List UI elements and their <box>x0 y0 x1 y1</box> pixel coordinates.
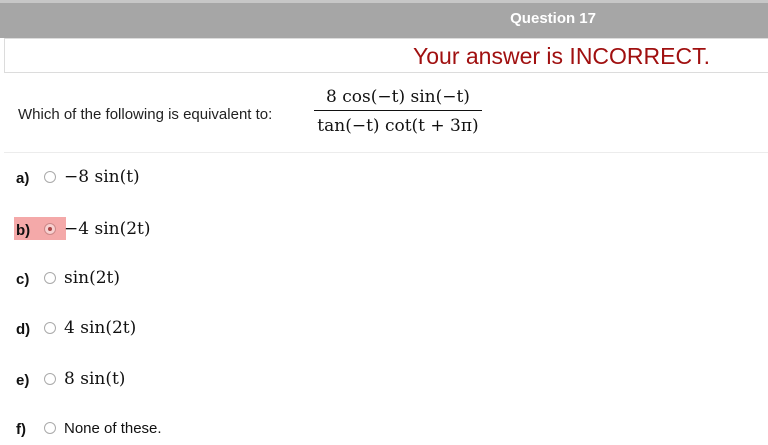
option-a[interactable] <box>0 165 400 191</box>
option-text: sin(2t) <box>64 268 121 288</box>
question-header-bar <box>0 0 768 38</box>
result-box <box>4 38 768 73</box>
option-letter: e) <box>16 372 30 389</box>
option-text: None of these. <box>64 420 162 437</box>
fraction-numerator: 8 cos(−t) sin(−t) <box>326 87 470 107</box>
option-c-radio[interactable] <box>44 272 56 284</box>
question-row <box>4 73 768 153</box>
option-letter: b) <box>16 222 31 239</box>
incorrect-status: Your answer is INCORRECT. <box>413 43 710 69</box>
option-b[interactable] <box>0 217 400 243</box>
option-letter: a) <box>16 170 30 187</box>
option-text: 4 sin(2t) <box>64 318 137 338</box>
option-a-radio[interactable] <box>44 171 56 183</box>
math-fraction <box>312 87 484 136</box>
option-d[interactable] <box>0 316 400 342</box>
option-text: −8 sin(t) <box>64 167 140 187</box>
option-b-radio[interactable] <box>44 223 56 235</box>
option-c[interactable] <box>0 266 400 292</box>
option-text: 8 sin(t) <box>64 369 126 389</box>
option-f-radio[interactable] <box>44 422 56 434</box>
fraction-denominator: tan(−t) cot(t + 3π) <box>317 116 479 136</box>
option-letter: d) <box>16 321 31 338</box>
option-e-radio[interactable] <box>44 373 56 385</box>
question-prompt: Which of the following is equivalent to: <box>18 106 273 123</box>
option-text: −4 sin(2t) <box>64 219 151 239</box>
option-e[interactable] <box>0 367 400 393</box>
question-title: Question 17 <box>510 10 596 27</box>
option-d-radio[interactable] <box>44 322 56 334</box>
option-letter: f) <box>16 421 26 438</box>
option-letter: c) <box>16 271 30 288</box>
option-f[interactable] <box>0 416 400 442</box>
